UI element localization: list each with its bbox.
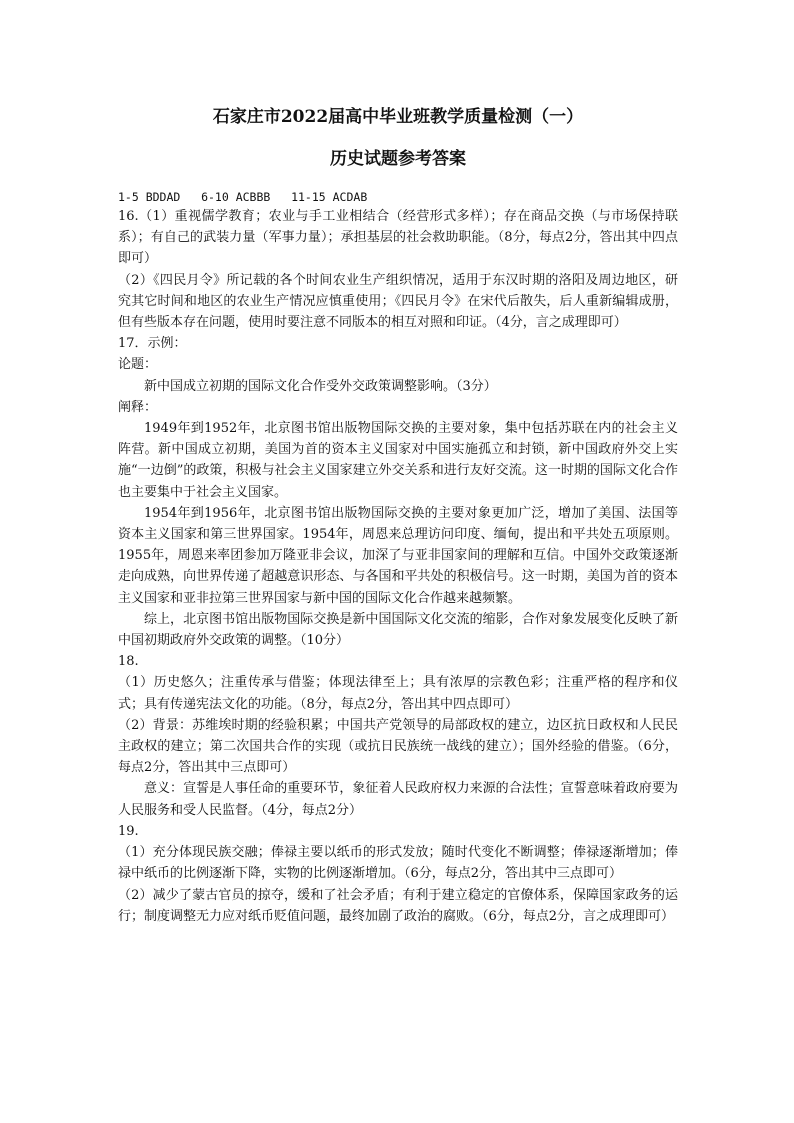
q17-thesis: 新中国成立初期的国际文化合作受外交政策调整影响。（3分） xyxy=(144,378,497,394)
q18-part2-background: （2）背景：苏维埃时期的经验积累；中国共产党领导的局部政权的建立，边区抗日政权和人民民主政权的建立；第二次国共合作的实现（或抗日民族统一战线的建立）；国外经验的借鉴。（6分，每点2分，答出其中三点即可） xyxy=(118,717,678,776)
q18-part1: （1）历史悠久；注重传承与借鉴；体现法律至上；具有浓厚的宗教色彩；注重严格的程序和仪式；具有传递宪法文化的功能。（8分，每点2分，答出其中四点即可） xyxy=(118,675,678,712)
q19-part1: （1）充分体现民族交融；俸禄主要以纸币的形式发放；随时代变化不断调整；俸禄逐渐增加；俸禄中纸币的比例逐渐下降，实物的比例逐渐增加。（6分，每点2分，答出其中三点即可） xyxy=(118,845,678,882)
choice-answers: 1-5 BDDAD 6-10 ACBBB 11-15 ACDAB xyxy=(118,190,368,204)
q16-part2: （2）《四民月令》所记载的各个时间农业生产组织情况，适用于东汉时期的洛阳及周边地区，研究其它时间和地区的农业生产情况应慎重使用；《四民月令》在宋代后散失，后人重新编辑成册，但有些版本存在问题，使用时要注意不同版本的相互对照和印证。（4分，言之成理即可） xyxy=(118,272,678,331)
q16-part1: 16.（1）重视儒学教育；农业与手工业相结合（经营形式多样）；存在商品交换（与市场保持联系）；有自己的武装力量（军事力量）；承担基层的社会救助职能。（8分，每点2分，答出其中四点即可） xyxy=(118,209,678,267)
q17-heading: 17．示例： xyxy=(118,336,187,352)
answer-key-page xyxy=(118,100,678,927)
q17-explanation-para2: 1954年到1956年，北京图书馆出版物国际交换的主要对象更加广泛，增加了美国、法国等资本主义国家和第三世界国家。1954年，周恩来总理访问印度、缅甸，提出和平共处五项原则。1955年，周恩来率团参加万隆亚非会议，加深了与亚非国家间的理解和互信。中国外交政策逐渐走向成熟，向世界传递了超越意识形态、与各国和平共处的积极信号。这一时期，美国为首的资本主义国家和亚非拉第三世界国家与新中国的国际文化合作越来越频繁。 xyxy=(118,505,678,606)
q17-explanation-label: 阐释： xyxy=(118,399,158,415)
q18-heading: 18. xyxy=(118,654,139,670)
document-subtitle: 历史试题参考答案 xyxy=(330,149,466,169)
q19-part2: （2）减少了蒙古官员的掠夺，缓和了社会矛盾；有利于建立稳定的官僚体系，保障国家政务的运行；制度调整无力应对纸币贬值问题，最终加剧了政治的腐败。（6分，每点2分，言之成理即可） xyxy=(118,887,678,924)
q17-conclusion: 综上，北京图书馆出版物国际交换是新中国国际文化交流的缩影，合作对象发展变化反映了新中国初期政府外交政策的调整。（10分） xyxy=(118,611,678,649)
q19-heading: 19. xyxy=(118,823,139,839)
q18-part2-significance: 意义：宣誓是人事任命的重要环节，象征着人民政府权力来源的合法性；宣誓意味着政府要为人民服务和受人民监督。（4分，每点2分） xyxy=(118,781,678,818)
q17-explanation-para1: 1949年到1952年，北京图书馆出版物国际交换的主要对象，集中包括苏联在内的社会主义阵营。新中国成立初期，美国为首的资本主义国家对中国实施孤立和封锁，新中国政府外交上实施“一边倒”的政策，积极与社会主义国家建立外交关系和进行友好交流。这一时期的国际文化合作也主要集中于社会主义国家。 xyxy=(118,421,678,500)
q17-thesis-label: 论题： xyxy=(118,357,158,373)
document-title: 石家庄市2022届高中毕业班教学质量检测（一） xyxy=(212,107,584,127)
